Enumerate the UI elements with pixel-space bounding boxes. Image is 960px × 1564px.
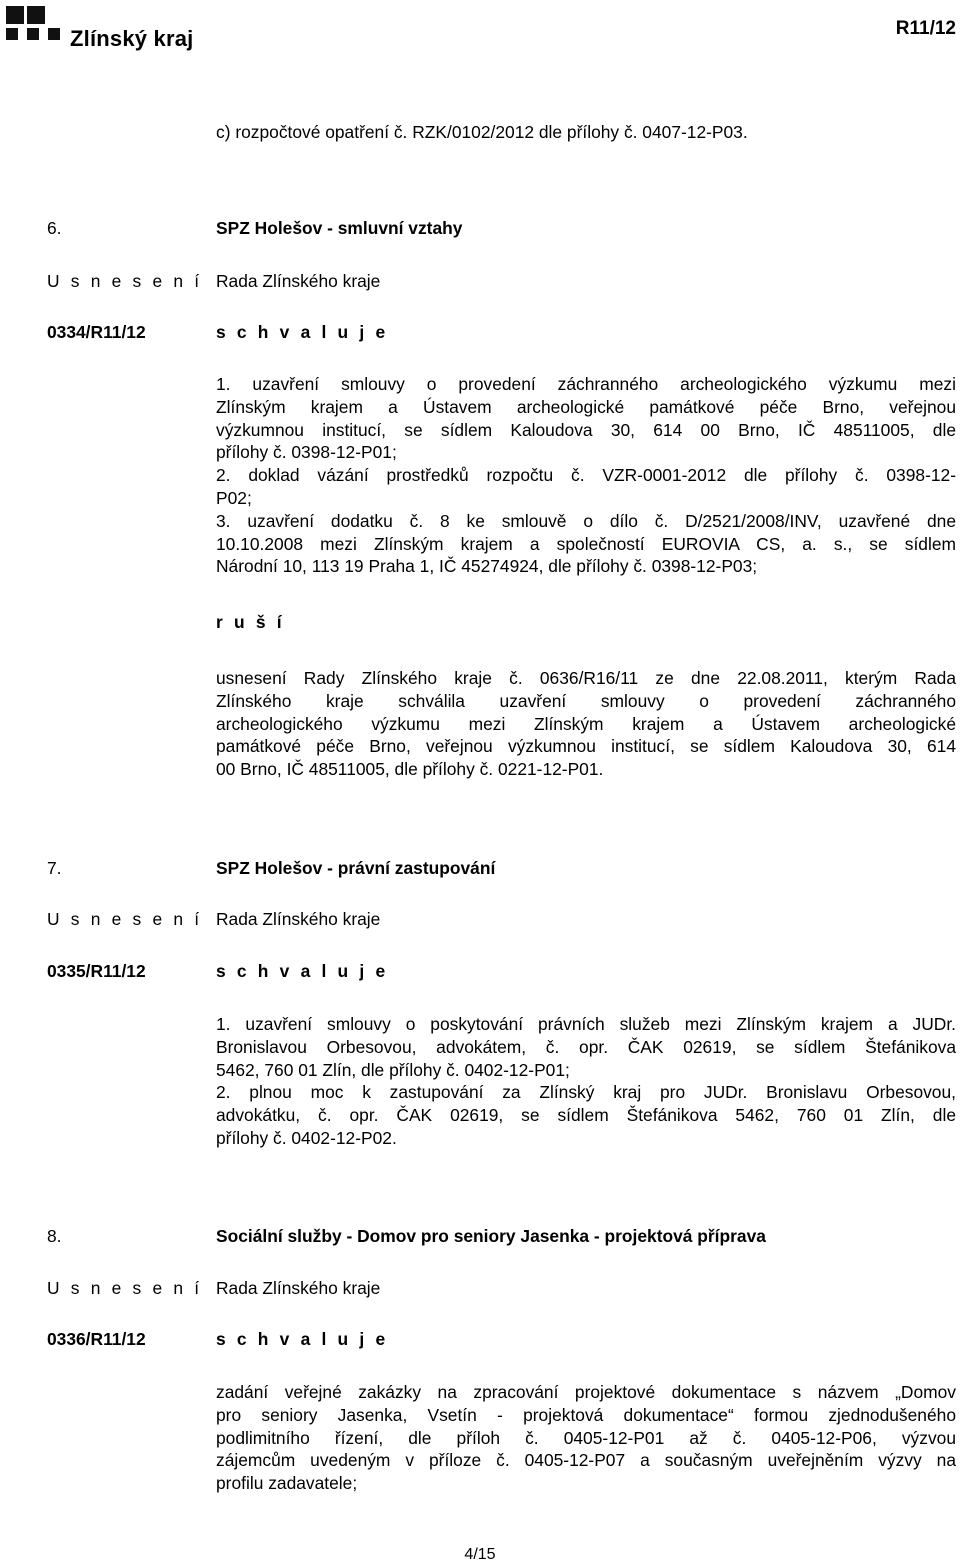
text-line: výzkumnou institucí, se sídlem Kaloudova 30, 614 00 Brno, IČ 48511005, dle xyxy=(216,419,956,440)
zlinsky-kraj-logo xyxy=(6,6,194,54)
usneseni-label: U s n e s e n í xyxy=(47,1278,203,1298)
text-line: 2. doklad vázání prostředků rozpočtu č. VZR-0001-2012 dle přílohy č. 0398-12- xyxy=(216,465,956,486)
logo-squares-icon xyxy=(6,6,66,50)
text-line: zadání veřejné zakázky na zpracování projektové dokumentace s názvem „Domov xyxy=(216,1382,956,1402)
resolution-number: 0334/R11/12 xyxy=(47,322,146,342)
text-line: archeologického výzkumu mezi Zlínským krajem a Ústavem archeologické xyxy=(216,713,956,734)
resolution-verb: s c h v a l u j e xyxy=(216,322,389,342)
text-line: přílohy č. 0402-12-P02. xyxy=(216,1127,397,1148)
text-line: přílohy č. 0398-12-P01; xyxy=(216,442,397,463)
section-title: SPZ Holešov - smluvní vztahy xyxy=(216,218,463,238)
resolution-text xyxy=(216,667,956,781)
text-line: 1. uzavření smlouvy o poskytování právních služeb mezi Zlínským krajem a JUDr. xyxy=(216,1014,956,1034)
text-line: 3. uzavření dodatku č. 8 ke smlouvě o dílo č. D/2521/2008/INV, uzavřené dne xyxy=(216,510,956,531)
section-number: 6. xyxy=(47,218,62,238)
section-title: Sociální služby - Domov pro seniory Jasenka - projektová příprava xyxy=(216,1226,766,1246)
section-title: SPZ Holešov - právní zastupování xyxy=(216,858,496,878)
usneseni-label: U s n e s e n í xyxy=(47,271,203,291)
page-number: 4/15 xyxy=(464,1546,496,1563)
text-line: advokátku, č. opr. ČAK 02619, se sídlem Štefánikova 5462, 760 01 Zlín, dle xyxy=(216,1105,956,1126)
section-number: 7. xyxy=(47,858,62,878)
text-line: 00 Brno, IČ 48511005, dle přílohy č. 0221-12-P01. xyxy=(216,759,604,780)
text-line: zájemcům uvedeným v příloze č. 0405-12-P07 a současným uveřejněním výzvy na xyxy=(216,1450,956,1471)
text-line: pro seniory Jasenka, Vsetín - projektová dokumentace“ formou zjednodušeného xyxy=(216,1404,956,1425)
text-line: 10.10.2008 mezi Zlínským krajem a společností EUROVIA CS, a. s., se sídlem xyxy=(216,533,956,554)
text-line: usnesení Rady Zlínského kraje č. 0636/R16/11 ze dne 22.08.2011, kterým Rada xyxy=(216,668,956,688)
resolution-text xyxy=(216,1381,956,1495)
resolution-verb: s c h v a l u j e xyxy=(216,1329,389,1349)
text-line: 1. uzavření smlouvy o provedení záchranného archeologického výzkumu mezi xyxy=(216,374,956,394)
section-number: 8. xyxy=(47,1226,62,1246)
resolution-number: 0335/R11/12 xyxy=(47,961,146,981)
resolution-body: Rada Zlínského kraje xyxy=(216,909,381,929)
text-line: P02; xyxy=(216,487,252,508)
document-code: R11/12 xyxy=(895,18,956,39)
text-line: profilu zadavatele; xyxy=(216,1473,358,1494)
resolution-number: 0336/R11/12 xyxy=(47,1329,146,1349)
resolution-body: Rada Zlínského kraje xyxy=(216,1278,381,1298)
resolution-text xyxy=(216,1013,956,1150)
resolution-verb: r u š í xyxy=(216,612,285,632)
text-line: Zlínského kraje schválila uzavření smlouvy o provedení záchranného xyxy=(216,690,956,711)
resolution-text xyxy=(216,373,956,578)
text-line: Bronislavou Orbesovou, advokátem, č. opr. ČAK 02619, se sídlem Štefánikova xyxy=(216,1036,956,1057)
text-line: Zlínským krajem a Ústavem archeologické památkové péče Brno, veřejnou xyxy=(216,396,956,417)
usneseni-label: U s n e s e n í xyxy=(47,909,203,929)
intro-line: c) rozpočtové opatření č. RZK/0102/2012 dle přílohy č. 0407-12-P03. xyxy=(216,122,748,142)
logo-text: Zlínský kraj xyxy=(70,26,194,51)
text-line: 2. plnou moc k zastupování za Zlínský kraj pro JUDr. Bronislavu Orbesovou, xyxy=(216,1082,956,1103)
text-line: podlimitního řízení, dle příloh č. 0405-12-P01 až č. 0405-12-P06, výzvou xyxy=(216,1427,956,1448)
resolution-verb: s c h v a l u j e xyxy=(216,961,389,981)
text-line: 5462, 760 01 Zlín, dle přílohy č. 0402-12-P01; xyxy=(216,1059,570,1080)
resolution-body: Rada Zlínského kraje xyxy=(216,271,381,291)
text-line: Národní 10, 113 19 Praha 1, IČ 45274924, dle přílohy č. 0398-12-P03; xyxy=(216,556,758,577)
page-header xyxy=(0,0,960,60)
text-line: památkové péče Brno, veřejnou výzkumnou institucí, se sídlem Kaloudova 30, 614 xyxy=(216,736,956,757)
